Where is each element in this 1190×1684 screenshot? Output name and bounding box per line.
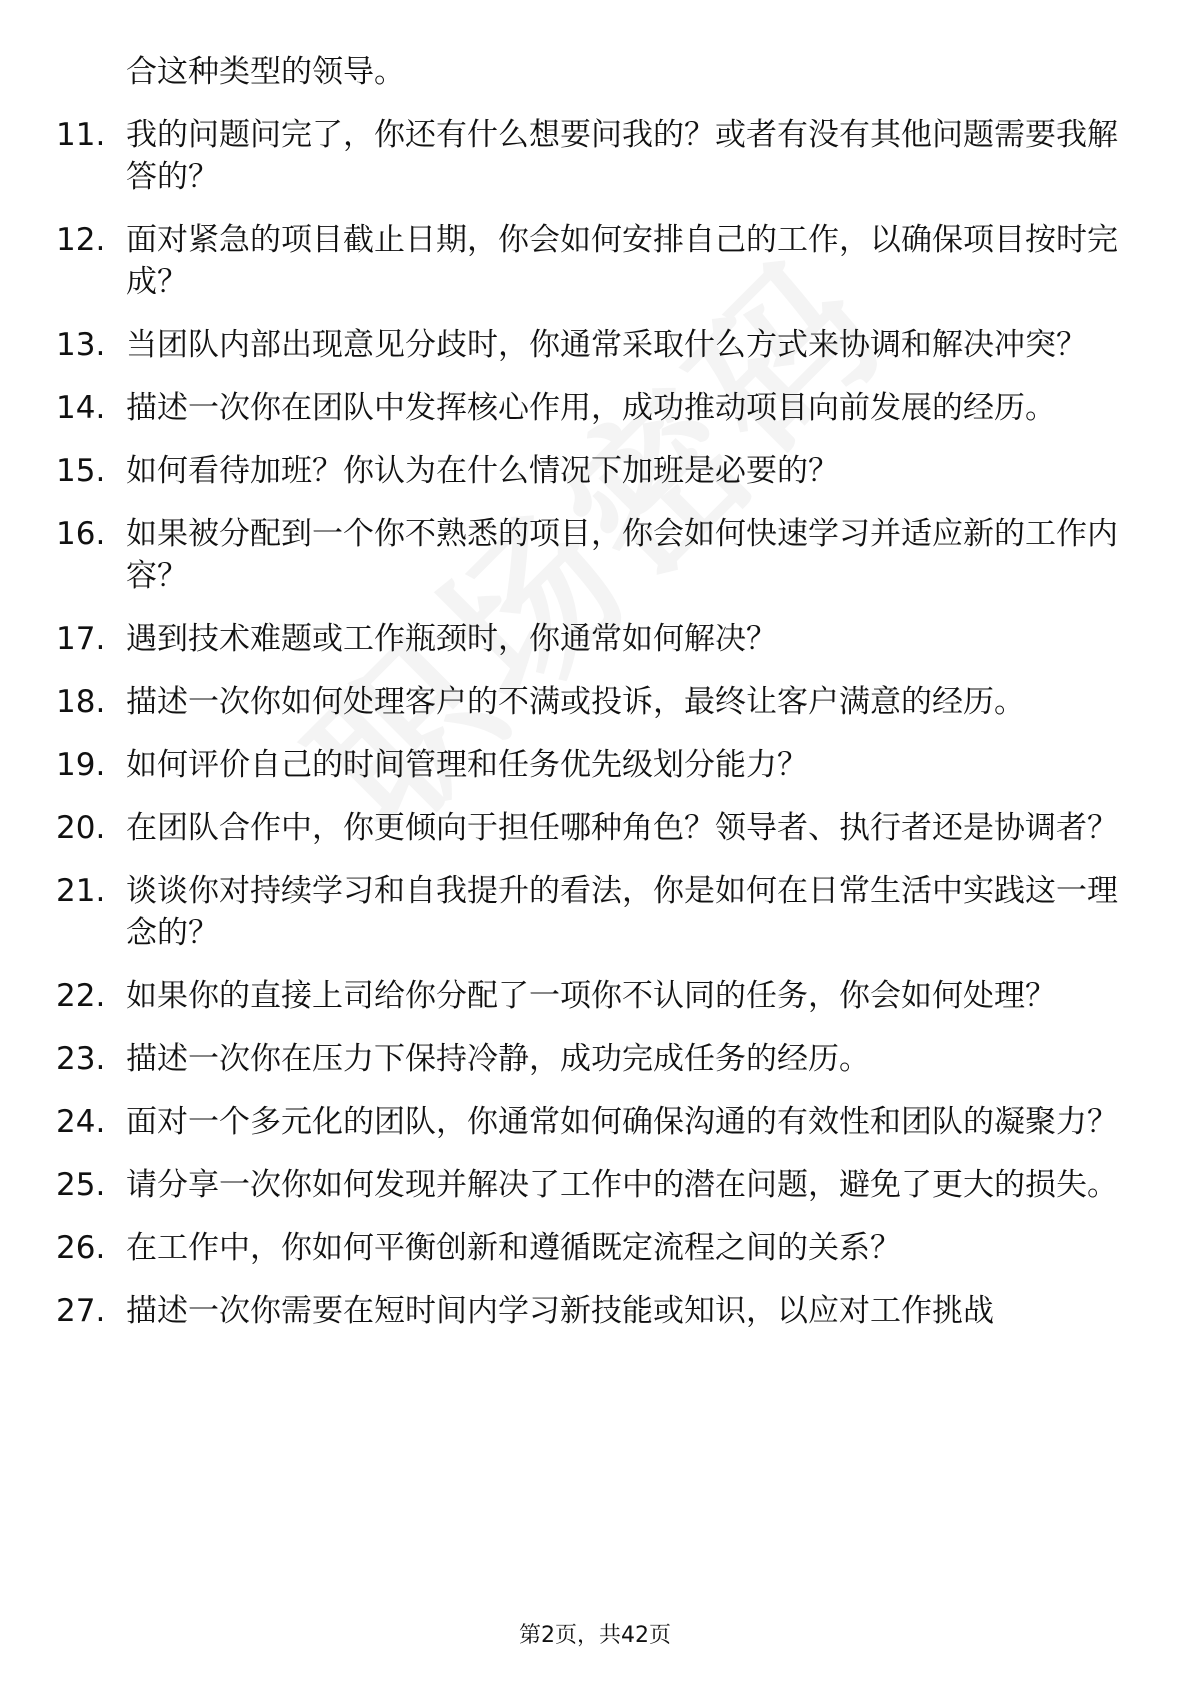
question-text: 遇到技术难题或工作瓶颈时，你通常如何解决？: [126, 621, 777, 657]
question-number: 12.: [56, 222, 106, 258]
question-number: 22.: [56, 978, 106, 1014]
question-list: [56, 114, 1136, 1353]
question-text: 在工作中，你如何平衡创新和遵循既定流程之间的关系？: [126, 1230, 901, 1266]
question-item: [56, 387, 1136, 429]
question-item: [56, 1164, 1136, 1206]
question-number: 16.: [56, 516, 106, 552]
question-number: 13.: [56, 327, 106, 363]
question-item: [56, 114, 1136, 198]
question-item: [56, 324, 1136, 366]
question-text: 面对一个多元化的团队，你通常如何确保沟通的有效性和团队的凝聚力？: [126, 1104, 1118, 1140]
question-number: 19.: [56, 747, 106, 783]
question-number: 11.: [56, 117, 106, 153]
question-item: [56, 681, 1136, 723]
question-item: [56, 513, 1136, 597]
question-text: 描述一次你如何处理客户的不满或投诉，最终让客户满意的经历。: [126, 684, 1025, 720]
question-number: 25.: [56, 1167, 106, 1203]
question-number: 20.: [56, 810, 106, 846]
question-text: 我的问题问完了，你还有什么想要问我的？或者有没有其他问题需要我解答的？: [126, 117, 1118, 195]
question-text: 如何看待加班？你认为在什么情况下加班是必要的？: [126, 453, 839, 489]
question-text: 如果被分配到一个你不熟悉的项目，你会如何快速学习并适应新的工作内容？: [126, 516, 1118, 594]
question-item: [56, 450, 1136, 492]
question-number: 21.: [56, 873, 106, 909]
question-text: 描述一次你需要在短时间内学习新技能或知识，以应对工作挑战: [126, 1293, 994, 1329]
question-item: [56, 744, 1136, 786]
question-number: 26.: [56, 1230, 106, 1266]
question-number: 18.: [56, 684, 106, 720]
question-item: [56, 1290, 1136, 1332]
question-text: 谈谈你对持续学习和自我提升的看法，你是如何在日常生活中实践这一理念的？: [126, 873, 1118, 951]
question-item: [56, 870, 1136, 954]
page-number-footer: 第2页，共42页: [519, 1623, 671, 1648]
question-item: [56, 219, 1136, 303]
question-text: 当团队内部出现意见分歧时，你通常采取什么方式来协调和解决冲突？: [126, 327, 1087, 363]
question-number: 15.: [56, 453, 106, 489]
question-item: [56, 1101, 1136, 1143]
question-number: 24.: [56, 1104, 106, 1140]
question-text: 如何评价自己的时间管理和任务优先级划分能力？: [126, 747, 808, 783]
question-number: 14.: [56, 390, 106, 426]
question-text: 如果你的直接上司给你分配了一项你不认同的任务，你会如何处理？: [126, 978, 1056, 1014]
question-number: 27.: [56, 1293, 106, 1329]
question-number: 17.: [56, 621, 106, 657]
question-item: [56, 807, 1136, 849]
continuation-text: 合这种类型的领导。: [126, 54, 405, 90]
question-text: 描述一次你在团队中发挥核心作用，成功推动项目向前发展的经历。: [126, 390, 1056, 426]
question-item: [56, 975, 1136, 1017]
question-item: [56, 618, 1136, 660]
question-text: 描述一次你在压力下保持冷静，成功完成任务的经历。: [126, 1041, 870, 1077]
question-number: 23.: [56, 1041, 106, 1077]
question-text: 请分享一次你如何发现并解决了工作中的潜在问题，避免了更大的损失。: [126, 1167, 1118, 1203]
question-item: [56, 1038, 1136, 1080]
question-text: 在团队合作中，你更倾向于担任哪种角色？领导者、执行者还是协调者？: [126, 810, 1118, 846]
question-text: 面对紧急的项目截止日期，你会如何安排自己的工作，以确保项目按时完成？: [126, 222, 1118, 300]
question-item: [56, 1227, 1136, 1269]
